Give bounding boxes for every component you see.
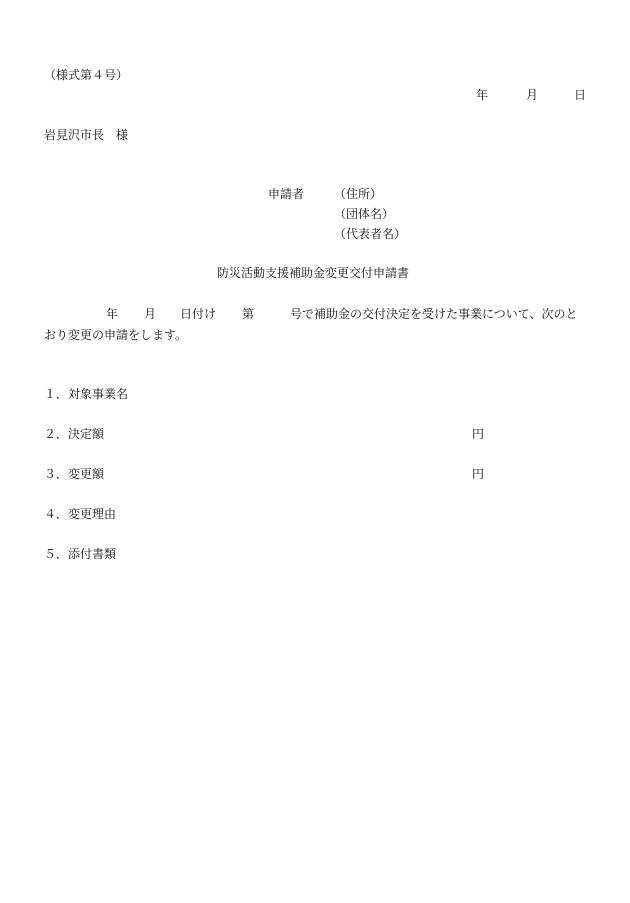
item-attachments: ５．添付書類 (44, 547, 117, 561)
body-text-line2: おり変更の申請をします。 (44, 328, 188, 342)
addressee: 岩見沢市長 様 (44, 128, 129, 142)
body-number-prefix: 第 (242, 307, 255, 321)
date-day-label: 日 (574, 88, 587, 102)
document-title: 防災活動支援補助金変更交付申請書 (217, 266, 410, 280)
item-changed-amount: ３．変更額 (44, 467, 105, 481)
applicant-representative: （代表者名） (334, 227, 407, 241)
date-month-label: 月 (526, 88, 539, 102)
date-year-label: 年 (476, 88, 489, 102)
applicant-label: 申請者 (268, 187, 305, 201)
applicant-address: （住所） (334, 187, 383, 201)
body-text-line1: 号で補助金の交付決定を受けた事業について、次のと (290, 307, 578, 321)
body-date-suffix: 日付け (180, 307, 217, 321)
item-changed-amount-unit: 円 (472, 467, 485, 481)
item-decided-amount-unit: 円 (472, 427, 485, 441)
form-number: （様式第４号） (44, 68, 129, 82)
body-year: 年 (106, 307, 119, 321)
body-month: 月 (144, 307, 157, 321)
item-decided-amount: ２．決定額 (44, 427, 105, 441)
applicant-organization: （団体名） (334, 207, 395, 221)
item-target-project: １．対象事業名 (44, 387, 129, 401)
item-change-reason: ４．変更理由 (44, 507, 117, 521)
